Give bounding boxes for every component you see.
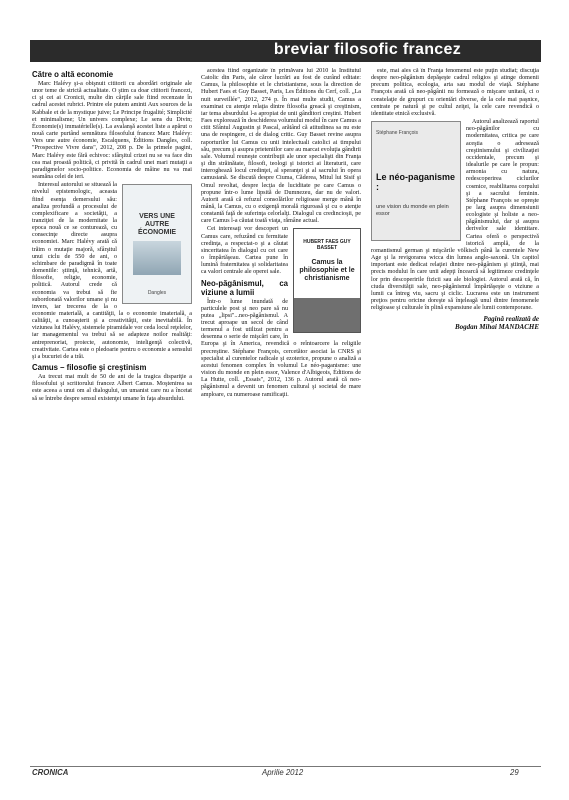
book-cover-image (122, 184, 192, 304)
article-heading: Camus – filosofie şi creştinism (32, 363, 147, 373)
paragraph: Marc Halévy şi-a obişnuit cititorii cu abordări originale ale unor teme de strictă actualitate. O ştim ca doar cititorii francezi, ci şi cei ai Cronicii, multe din cărţile sale fiind recenzate în cadrul acestei rubrici. Printre ele putem aminti Aux sources de la Kabbale et de la mystique juive; Le Principe frugalité; Simplicité et minimalisme; Un univers complexe; Le sens du Divin; Économie(s) immatérielle(s). La avalanşă acestei liste a apărut o nouă carte purtând semnătura filosofului francez Marc Halévy: Vers une autre économie, Escalquens, Éditions Dangles, coll. "Prospective Vivre dans", 2012, 208 p. De la primele pagini, Marc Halévy este fără echivoc: sfârşitul crizei nu se va face din cea mai proastă politică, ci privită în cadrul unei mari mutaţii a paradigmelor socio-politice. Economia de mâine nu va mai seamăna celei de ieri. (32, 81, 192, 181)
paragraph: Într-o lume inundată de particulele post şi neo pare să nu putea „lipsi"...neo-păgânismul. A trecut aproape un secol de când termenul a fost utilizat pentru a desemna o serie de mişcări care, în Europa şi în America, revendică o reîntoarcere la religiile precreştine. Stéphane François, cercetător asociat la CNRS şi specialist al curentelor radicale şi ezoterice, propune o analiză a acestui fenomen complex în volumul Le néo-paganisme: une vision du monde en plein essor, Valence d'Albigeois, Éditions de La Hutte, coll. „Essais", 2012, 136 p. Autorul arată că neo-păgânismul a devenit un fenomen cultural şi societal de mare amploare, cu numeroase ramificaţii. (201, 298, 361, 398)
cover-illustration (294, 298, 360, 332)
cover-title: Camus la philosophie et le christianisme (299, 259, 355, 283)
cover-title: VERS UNE AUTRE ÉCONOMIE (137, 213, 177, 237)
cover-illustration (133, 241, 181, 275)
page-credit (371, 315, 539, 331)
cover-authors: HUBERT FAES GUY BASSET (303, 239, 351, 252)
article-heading: Către o altă economie (32, 70, 114, 79)
paragraph: este, mai ales că în Franţa fenomenul este puţin studiat; discuţia despre neo-păgânism depăşeşte cadrul religios şi atinge domenii precum politica, ecologia, arta sau modul de viaţă. Stéphane François arată că neo-păgânii nu formează o mişcare unitară, ci o constelaţie de grupuri cu orientări diverse, de la cele mai paşnice, centrate pe natură şi pe cultul zeiţei, la cele care revendică o identitate etnică exclusivă. (371, 68, 539, 117)
issue-date: Aprilie 2012 (262, 768, 304, 777)
paragraph: acestea fiind organizate în primăvara lui 2010 la Institutul Catolic din Paris, ale căror lucrări au fost de curând editate: Camus, la philosophie et le christianisme, sous la direction de Hubert Faes et Guy Basset, Paris, Les Éditions du Cerf, coll. „La nuit surveillée", 2012, 274 p. În mai multe studii, Camus a examinat cu atenţie relaţia dintre filosofia greacă şi creştinism, iar tema absurdului l-a apropiat de unii gânditori creştini. Hubert Faes explorează în deschiderea volumului modul în care Camus a citit Sfântul Augustin şi Pascal, arătând că atitudinea sa nu este una de respingere, ci de dialog critic. Guy Basset revine asupra raporturilor lui Camus cu unii intelectuali catolici ai timpului său, precum şi asupra prieteniilor care au marcat evoluţia gândirii sale. Volumul reuneşte contribuţii ale unor specialişti din Franţa şi din străinătate, filosofi, teologi şi istorici ai literaturii, care interoghează locul credinţei, al speranţei şi al sacrului în opera camusiană. Se discută despre Ciuma, Căderea, Mitul lui Sisif şi Omul revoltat, despre lecţia de luciditate pe care Camus o propune într-o lume lipsită de Dumnezeu, dar nu de valori. Autorii arată că refuzul consolărilor religioase merge mână în mână, la Camus, cu o exigenţă morală riguroasă şi cu o atenţie constantă faţă de suferinţa celorlalţi. Dialogul cu credincioşii, pe care Camus l-a căutat toată viaţa, rămâne actual. (201, 68, 361, 225)
cover-author: Stéphane François (376, 130, 418, 137)
column-3 (371, 68, 539, 763)
cover-title: Le néo-paganisme : (376, 172, 456, 193)
paragraph: Au trecut mai mult de 50 de ani de la tragica dispariţie a filosofului şi scriitorului francez Albert Camus. Moştenirea sa este aceea a unui om al dialogului, un umanist care nu a încetat să se întrebe despre sensul existenţei umane în faţa absurdului. (32, 374, 192, 402)
credit-note: Pagină realizată de (483, 315, 539, 324)
book-cover-image (293, 228, 361, 333)
book-cover-image (371, 121, 461, 241)
column-2 (201, 68, 361, 763)
cover-publisher: Dangles (147, 290, 167, 297)
footer-divider (30, 766, 541, 767)
magazine-name: CRONICA (32, 768, 69, 777)
cover-subtitle: une vision du monde en plein essor (376, 204, 449, 217)
article-heading: Neo-păgânismul, ca viziune a lumii (201, 278, 288, 297)
page-number: 29 (510, 768, 519, 777)
paragraph: Interesul autorului se situează la nivelul epistemologic, aceasta fiind esenţa demersului său: analiza profundă a procesului de complexificare a societăţii, a tranziţiei de la modernitate la epoca nouă ce se conturează, cu consecinţe directe asupra economiei. Marc Halévy arată că trăim o mutaţie majoră, sfârşitul unui ciclu de 550 de ani, o schimbare de paradigmă în toate domeniile: ştiinţă, tehnică, artă, filosofie, religie, economie, politică. Autorul crede că economia va trebui să fie subordonată valorilor umane şi nu invers, iar trecerea de la o economie materială, a cantităţii, la o economie imaterială, a calităţii, a cunoaşterii şi a creativităţii, este inevitabilă. În viziunea lui Halévy, sistemele piramidale vor ceda locul reţelelor, iar managementul va trebui să se adapteze noilor realităţi: antreprenoriat, proiecte, autonomie, inteligenţă colectivă, creativitate. Cartea este o pledoarie pentru o economie a sensului şi a bucuriei de a trăi. (32, 182, 192, 360)
paragraph: Cei interesaţi vor descoperi un Camus care, refuzând cu fermitate credinţa, a respectat-o şi a căutat sinceritatea în dialogul cu cei care o împărtăşeau. Cartea pune în lumină fraternitatea şi solidaritatea ca valori centrale ale operei sale. (201, 226, 288, 276)
paragraph: Autorul analizează raportul neo-păgânilor cu modernitatea, critica pe care aceştia o adresează creştinismului şi civilizaţiei occidentale, precum şi idealurile pe care le propun: armonia cu natura, redescoperirea ciclurilor cosmice, reabilitarea corpului şi a sacrului feminin. Stéphane François se opreşte pe larg asupra dimensiunii ecologiste şi holiste a neo-păgânismului, dar şi asupra derivelor sale identitare. Cartea oferă o perspectivă istorică amplă, de la romantismul german şi mişcările völkisch până la curentele New Age şi la revigorarea wicca din lumea anglo-saxonă. Un capitol important este dedicat relaţiei dintre neo-păgânism şi ştiinţă, mai precis modului în care unii adepţi încearcă să legitimeze credinţele lor prin descoperirile fizicii sau ale biologiei. Autorul arată că, în ciuda diversităţii sale, neo-păgânismul împărtăşeşte o viziune a lumii ca întreg viu, sacru şi ciclic. Lucrarea este un instrument preţios pentru oricine doreşte să înţeleagă unul dintre fenomenele religioase şi culturale în plină expansiune ale lumii contemporane. (371, 119, 539, 312)
column-1 (32, 68, 192, 763)
section-title: breviar filosofic francez (273, 41, 461, 58)
section-header (30, 40, 541, 62)
credit-signature: Bogdan Mihai MANDACHE (454, 323, 539, 332)
